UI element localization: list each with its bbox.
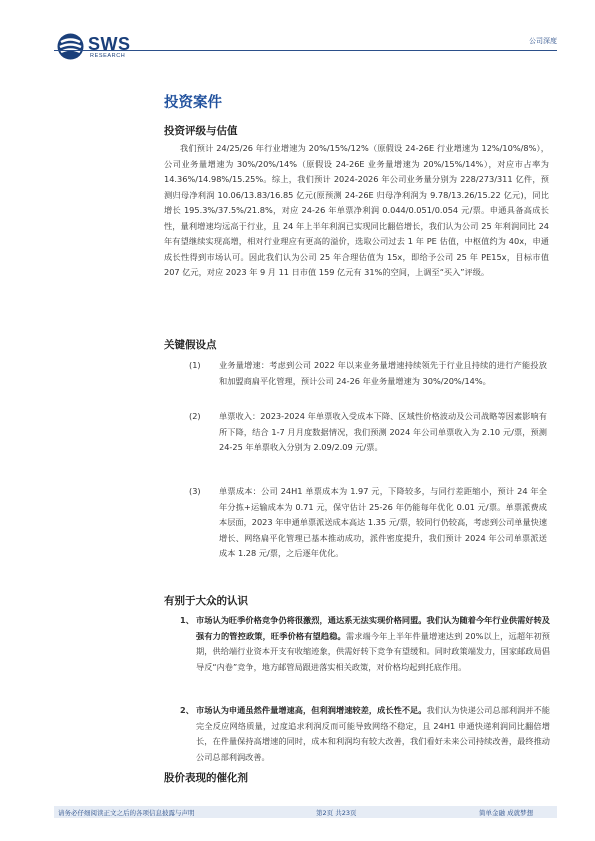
item-text: 单票收入：2023-2024 年单票收入受成本下降、区域性价格波动及公司战略等因素影响有所下降，结合 1-7 月月度数据情况，我们预测 2024 年公司单票收入为 2.10 元/票，预测 24-25 年单票收入分别为 2.09/2.09 元/票。: [219, 411, 547, 452]
section-heading-rating: 投资评级与估值: [164, 125, 238, 137]
item-text: 业务量增速：考虑到公司 2022 年以来业务量增速持续领先于行业且持续的进行产能投放和加盟商扁平化管理，预计公司 24-26 年业务量增速为 30%/20%/14%。: [219, 360, 547, 386]
logo-subtext: RESEARCH: [90, 53, 126, 59]
item-bold-claim: 市场认为申通虽然件量增速高，但利润增速较差，成长性不足。: [196, 705, 427, 715]
item-number: 2、: [180, 705, 194, 715]
logo-wordmark: SWS: [88, 34, 131, 54]
footer-page-number: 第2页 共23页: [316, 809, 357, 817]
logo-mark-icon: [57, 33, 84, 60]
section-heading-key-assumptions: 关键假设点: [164, 339, 217, 351]
item-number: (1): [189, 360, 201, 370]
footer-slogan: 简单金融 成就梦想: [479, 809, 534, 817]
sws-logo: [57, 33, 147, 63]
item-text: [196, 613, 550, 675]
section-heading-different-view: 有别于大众的认识: [164, 595, 248, 607]
item-body: 我们认为快递公司总部利润并不能完全反应网络质量，过度追求利润反而可能导致网络不稳定，且 24H1 申通快递利润同比翻倍增长，在件量保持高增速的同时，成本和利润均有较大改善，我们看好未来公司持续改善，最终推动公司总部利润改善。: [196, 705, 550, 762]
item-text: [196, 703, 550, 765]
item-bold-claim: 市场认为旺季价格竞争仍将很激烈，通达系无法实现价格同盟。我们认为随着今年行业供需好转及强有力的管控政策，旺季价格有望趋稳。: [196, 615, 550, 641]
section-heading-catalyst: 股价表现的催化剂: [164, 772, 248, 784]
document-type-label: 公司深度: [529, 37, 557, 45]
item-text: 单票成本：公司 24H1 单票成本为 1.97 元，下降较多，与同行差距缩小，预计 24 年全年分拣+运输成本为 0.71 元，保守估计 25-26 年仍能每年优化 0.01 元/票。单票派费成本层面，2023 年申通单票派送成本高达 1.35 元/票，较同行仍较高，考虑到公司单量快速增长、网络扁平化管理已基本推动成功，派件密度提升，我们预计 2024 年公司单票派送成本 1.28 元/票，之后逐年优化。: [219, 486, 548, 558]
item-number: 1、: [180, 615, 194, 625]
rating-paragraph: 我们预计 24/25/26 年行业增速为 20%/15%/12%（原假设 24-26E 行业增速为 12%/10%/8%），公司业务量增速为 30%/20%/14%（原假设 24-26E 业务量增速为 20%/15%/14%），对应市占率为 14.36%/14.98%/15.25%。综上，我们预计 2024-2026 年公司业务量分别为 228/273/311 亿件，预测归母净利润 10.06/13.83/16.85 亿元(原预测 24-26E 归母净利润为 9.78/13.26/15.22 亿元)，同比增长 195.3%/37.5%/21.8%，对应 24-26 年单票净利润 0.044/0.051/0.054 元/票。申通具备高成长性，量利增速均远高于行业，且 24 年上半年利润已实现同比翻倍增长，我们认为公司 25 年利润同比 24 年有望继续实现高增，相对行业理应有更高的溢价，选取公司过去 1 年 PE 估值，中枢值约为 40x，申通成长性得到市场认可。因此我们认为公司 25 年合理估值为 15x，即给予公司 25 年 PE15x，目标市值 207 亿元，对应 2023 年 9 月 11 日市值 159 亿元有 31%的空间，上调至“买入”评级。: [164, 143, 549, 277]
item-number: (3): [189, 486, 201, 496]
footer-disclaimer: 请务必仔细阅读正文之后的各项信息披露与声明: [58, 809, 195, 817]
item-number: (2): [189, 411, 201, 421]
item-body: 需求端今年上半年件量增速达到 20%以上，远超年初预期，供给端行业资本开支有收缩迹象，供需好转下竞争有望缓和。同时政策端发力，国家邮政局倡导反“内卷”竞争，地方邮管局跟进落实相关政策，对价格均起到托底作用。: [196, 630, 550, 672]
page-title: 投资案件: [164, 95, 222, 111]
header-divider: [54, 50, 557, 51]
